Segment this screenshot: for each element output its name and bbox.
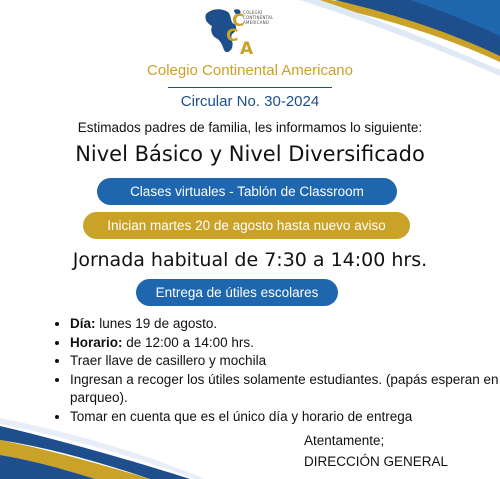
closing-text: Atentamente; — [304, 433, 385, 448]
start-date-pill: Inician martes 20 de agosto hasta nuevo aviso — [83, 212, 410, 239]
list-item-text: Ingresan a recoger los útiles solamente estudiantes. (papás esperan en parqueo). — [70, 371, 499, 405]
list-item-students — [70, 371, 500, 408]
list-item-text: Tomar en cuenta que es el único día y horario de entrega — [70, 408, 413, 424]
logo-small-line-1: COLEGIO — [243, 10, 263, 15]
list-item-note — [70, 408, 500, 427]
list-item-text: Traer llave de casillero y mochila — [70, 353, 267, 368]
logo-letter-a: A — [240, 39, 254, 56]
circular-number: Circular No. 30-2024 — [180, 93, 320, 110]
logo-small-text — [243, 10, 273, 25]
schedule-title: Jornada habitual de 7:30 a 14:00 hrs. — [72, 249, 428, 271]
list-item-day — [70, 315, 500, 334]
classes-pill: Clases virtuales - Tablón de Classroom — [97, 178, 397, 205]
list-item-text: de 12:00 a 14:00 hrs. — [122, 334, 254, 350]
list-item-label: Horario: — [70, 334, 123, 350]
logo-letter-c1: C — [232, 11, 245, 31]
logo-small-line-3: AMERICANO — [243, 20, 270, 25]
delivery-pill: Entrega de útiles escolares — [136, 279, 338, 306]
logo-small-line-2: CONTINENTAL — [243, 15, 274, 20]
school-name: Colegio Continental Americano — [147, 62, 353, 79]
list-item-locker — [70, 352, 500, 371]
delivery-details-list — [48, 315, 500, 426]
logo-letter-c2: C — [226, 26, 239, 46]
level-title: Nivel Básico y Nivel Diversificado — [75, 142, 425, 166]
intro-text: Estimados padres de familia, les informamos lo siguiente: — [77, 120, 423, 135]
list-item-label: Día: — [70, 316, 96, 331]
header-divider — [168, 87, 332, 88]
office-signature: DIRECCIÓN GENERAL — [304, 454, 449, 469]
list-item-schedule — [70, 334, 500, 353]
list-item-text: lunes 19 de agosto. — [95, 316, 218, 331]
